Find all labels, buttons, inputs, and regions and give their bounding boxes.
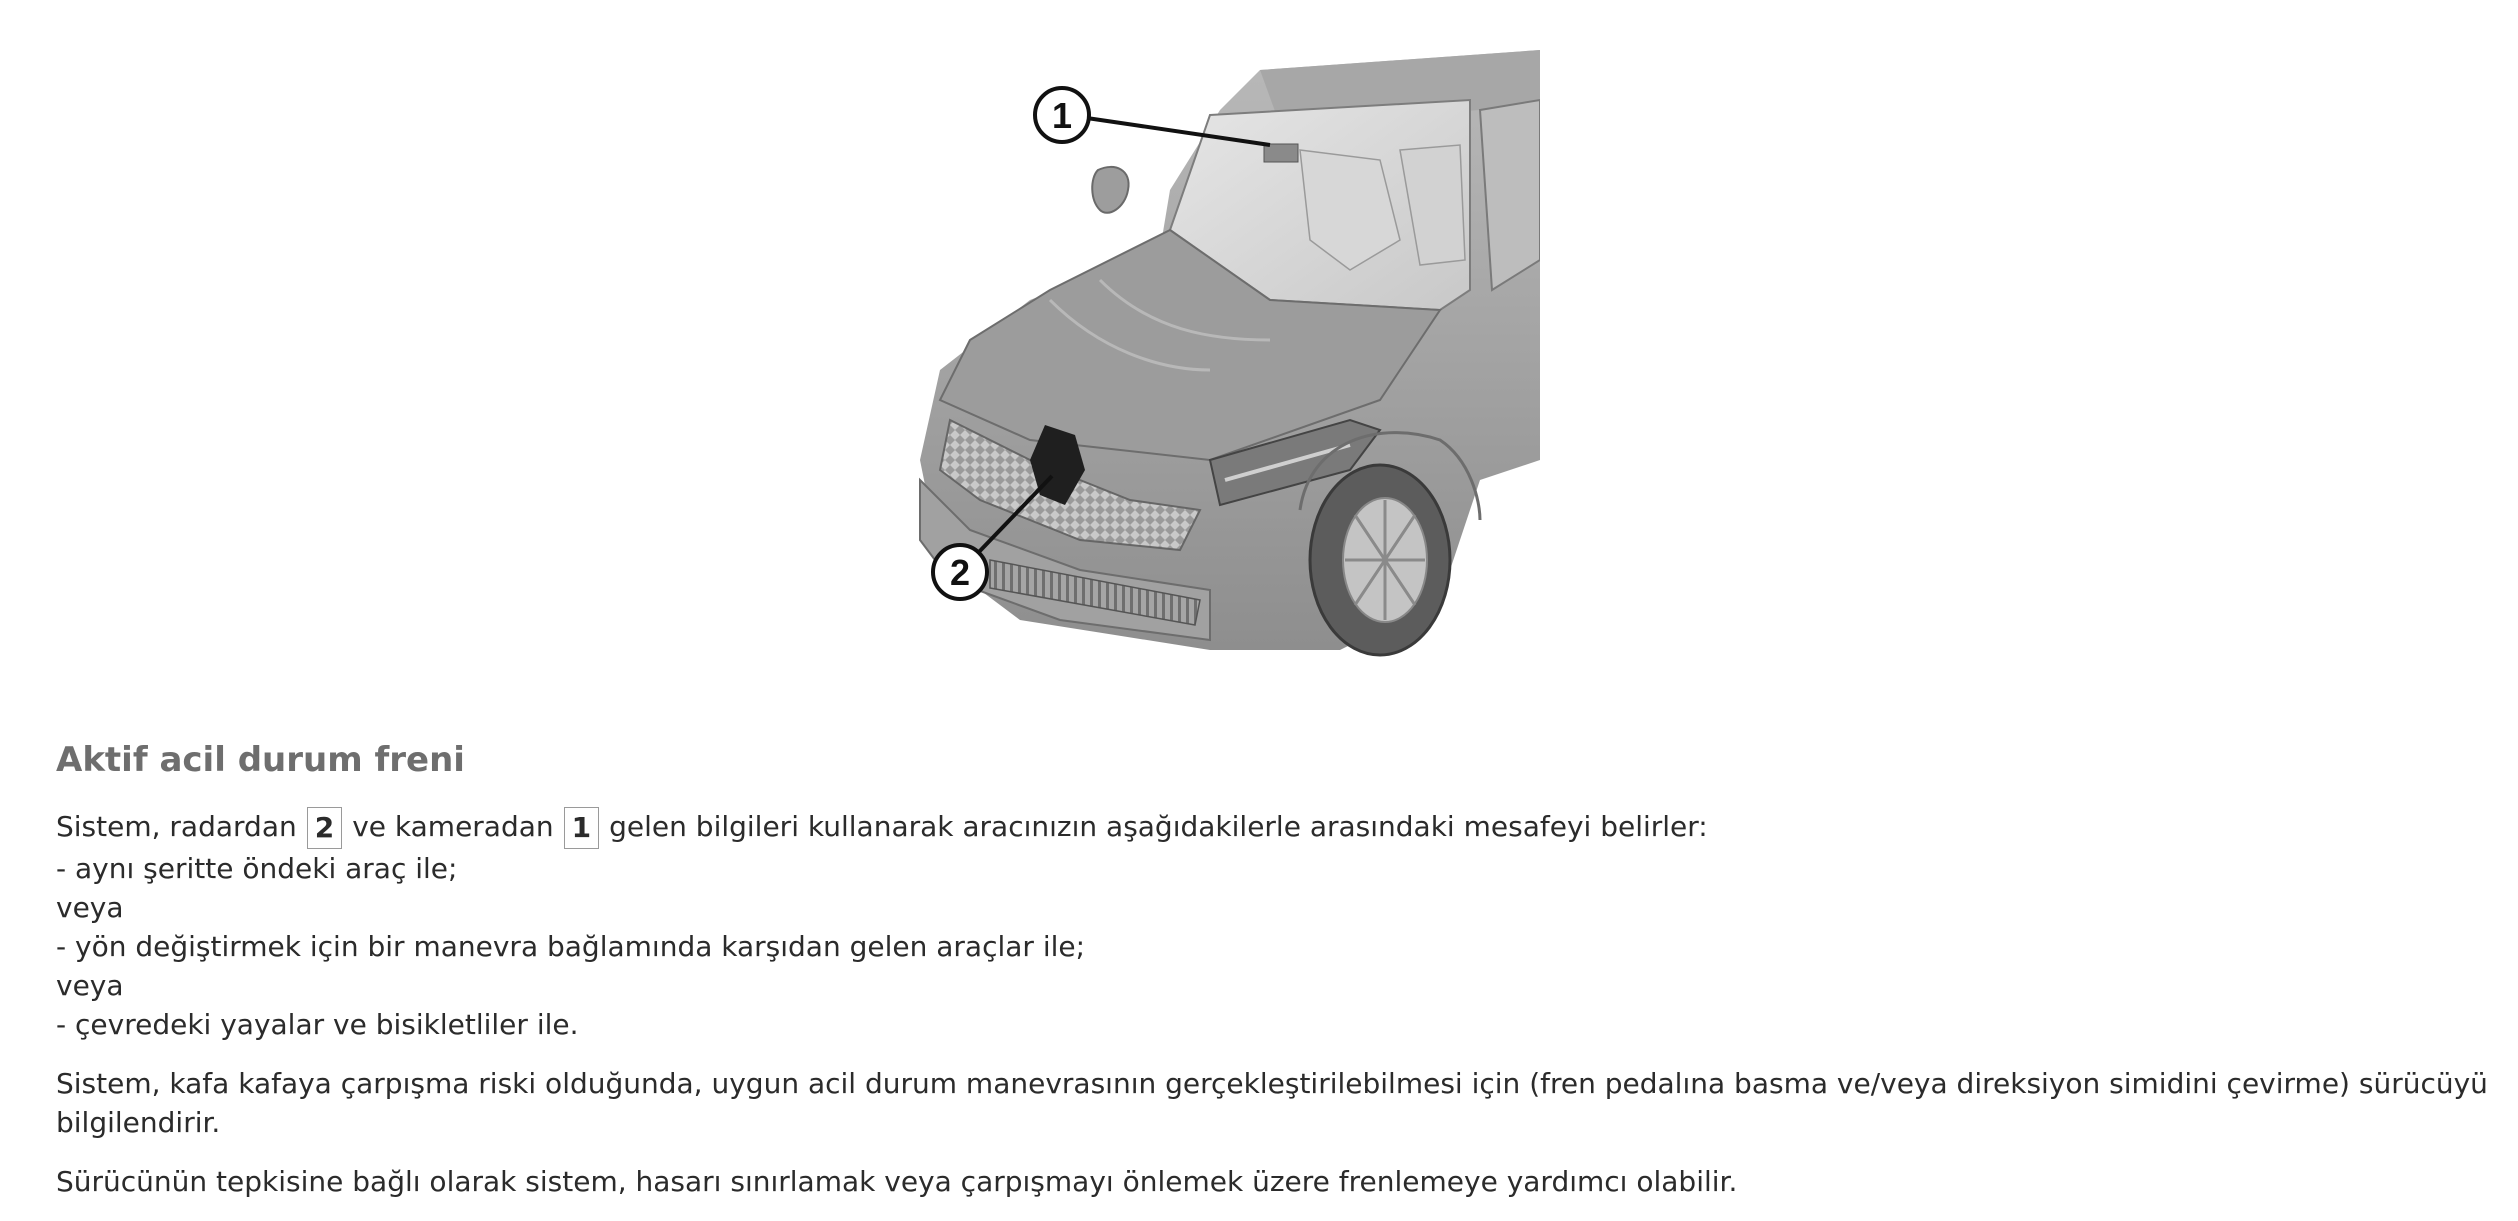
car-illustration: [880, 40, 1540, 680]
section-content: [56, 740, 2496, 1221]
callout-2-label: 2: [949, 552, 971, 593]
section-title: Aktif acil durum freni: [56, 740, 465, 780]
list-item: - yön değiştirmek için bir manevra bağlamında karşıdan gelen araçlar ile;: [56, 929, 1086, 963]
paragraph-warning: Sistem, kafa kafaya çarpışma riski olduğunda, uygun acil durum manevrasının gerçekleştirilebilmesi için (fren pedalına basma ve/veya direksiyon simidini çevirme) sürücüyü bilgilendirir.: [56, 1066, 2488, 1139]
list-connector: veya: [56, 968, 124, 1002]
camera-reference: 1: [564, 807, 599, 849]
intro-paragraph: [56, 807, 2496, 1044]
intro-text-2: ve kameradan: [352, 809, 554, 843]
list-connector: veya: [56, 890, 124, 924]
radar-reference: 2: [307, 807, 342, 849]
intro-text-3: gelen bilgileri kullanarak aracınızın aşağıdakilerle arasındaki mesafeyi belirler:: [609, 809, 1708, 843]
list-item: - çevredeki yayalar ve bisikletliler ile.: [56, 1007, 579, 1041]
paragraph-braking: Sürücünün tepkisine bağlı olarak sistem, hasarı sınırlamak veya çarpışmayı önlemek üzere frenlemeye yardımcı olabilir.: [56, 1164, 1738, 1198]
callout-1-label: 1: [1051, 95, 1073, 136]
list-item: - aynı şeritte öndeki araç ile;: [56, 851, 458, 885]
intro-text-1: Sistem, radardan: [56, 809, 297, 843]
